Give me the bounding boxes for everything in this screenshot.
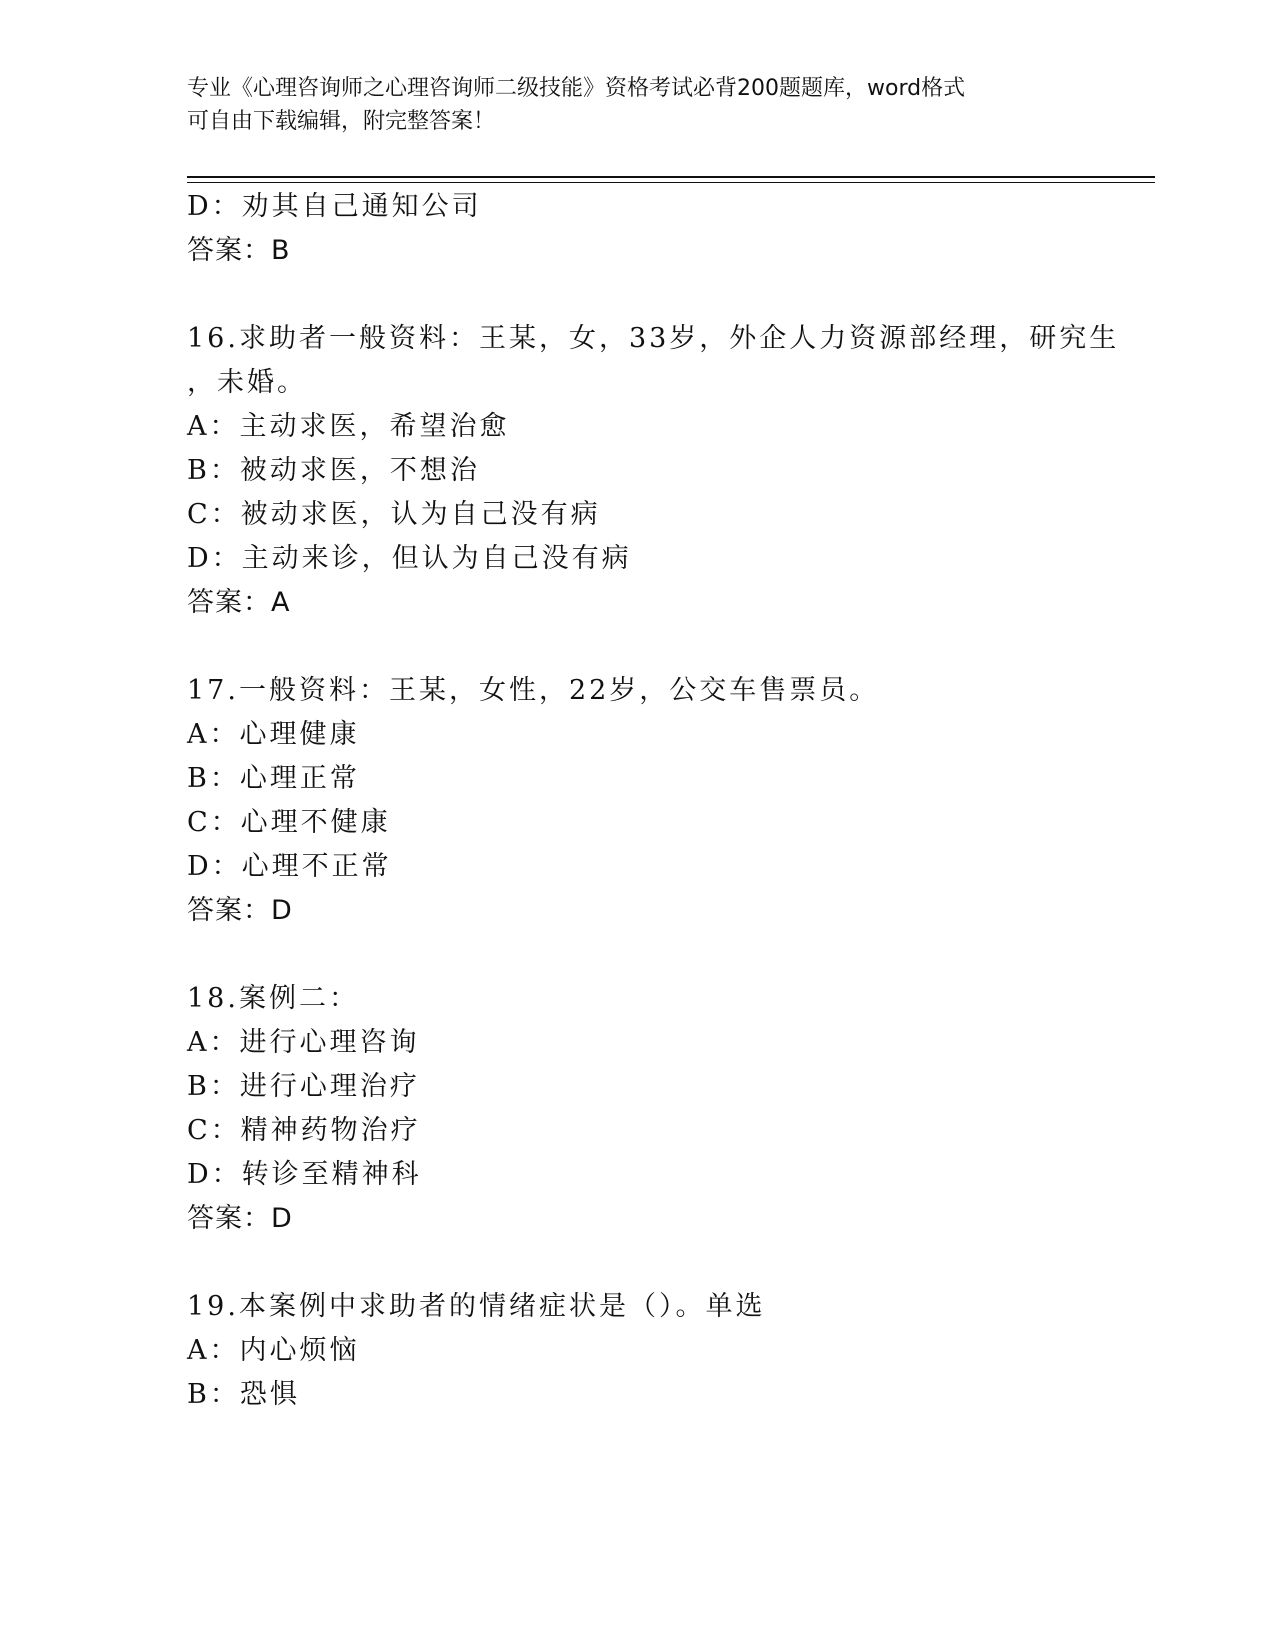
question-line: 16.求助者一般资料：王某，女，33岁，外企人力资源部经理，研究生 — [187, 323, 1120, 354]
option-line: B：心理正常 — [187, 763, 360, 794]
option-line: C：被动求医，认为自己没有病 — [187, 499, 601, 530]
option-line: B：被动求医，不想治 — [187, 455, 480, 486]
answer-line: 答案：D — [187, 895, 293, 926]
option-line: D：心理不正常 — [187, 851, 392, 882]
header-line-2: 可自由下载编辑，附完整答案！ — [187, 109, 496, 134]
answer-line: 答案：A — [187, 587, 291, 618]
header-line-1: 专业《心理咨询师之心理咨询师二级技能》资格考试必背200题题库，word格式 — [187, 76, 966, 101]
option-line: C：精神药物治疗 — [187, 1115, 421, 1146]
option-line: A：进行心理咨询 — [187, 1027, 420, 1058]
answer-line: 答案：D — [187, 1203, 293, 1234]
option-line: D：主动来诊，但认为自己没有病 — [187, 543, 632, 574]
option-line: A：主动求医，希望治愈 — [187, 411, 510, 442]
question-line-continued: ，未婚。 — [187, 367, 307, 398]
option-line: A：内心烦恼 — [187, 1335, 360, 1366]
option-line: D：劝其自己通知公司 — [187, 191, 482, 222]
option-line: B：恐惧 — [187, 1379, 300, 1410]
option-line: A：心理健康 — [187, 719, 360, 750]
option-line: C：心理不健康 — [187, 807, 391, 838]
question-line: 18.案例二： — [187, 983, 359, 1014]
option-line: D：转诊至精神科 — [187, 1159, 422, 1190]
question-line: 19.本案例中求助者的情绪症状是（）。单选 — [187, 1291, 766, 1322]
header-divider-thick — [187, 176, 1155, 178]
option-line: B：进行心理治疗 — [187, 1071, 420, 1102]
page-header — [187, 72, 1087, 138]
answer-line: 答案：B — [187, 235, 291, 266]
question-line: 17.一般资料：王某，女性，22岁，公交车售票员。 — [187, 675, 880, 706]
header-divider-thin — [187, 182, 1155, 183]
